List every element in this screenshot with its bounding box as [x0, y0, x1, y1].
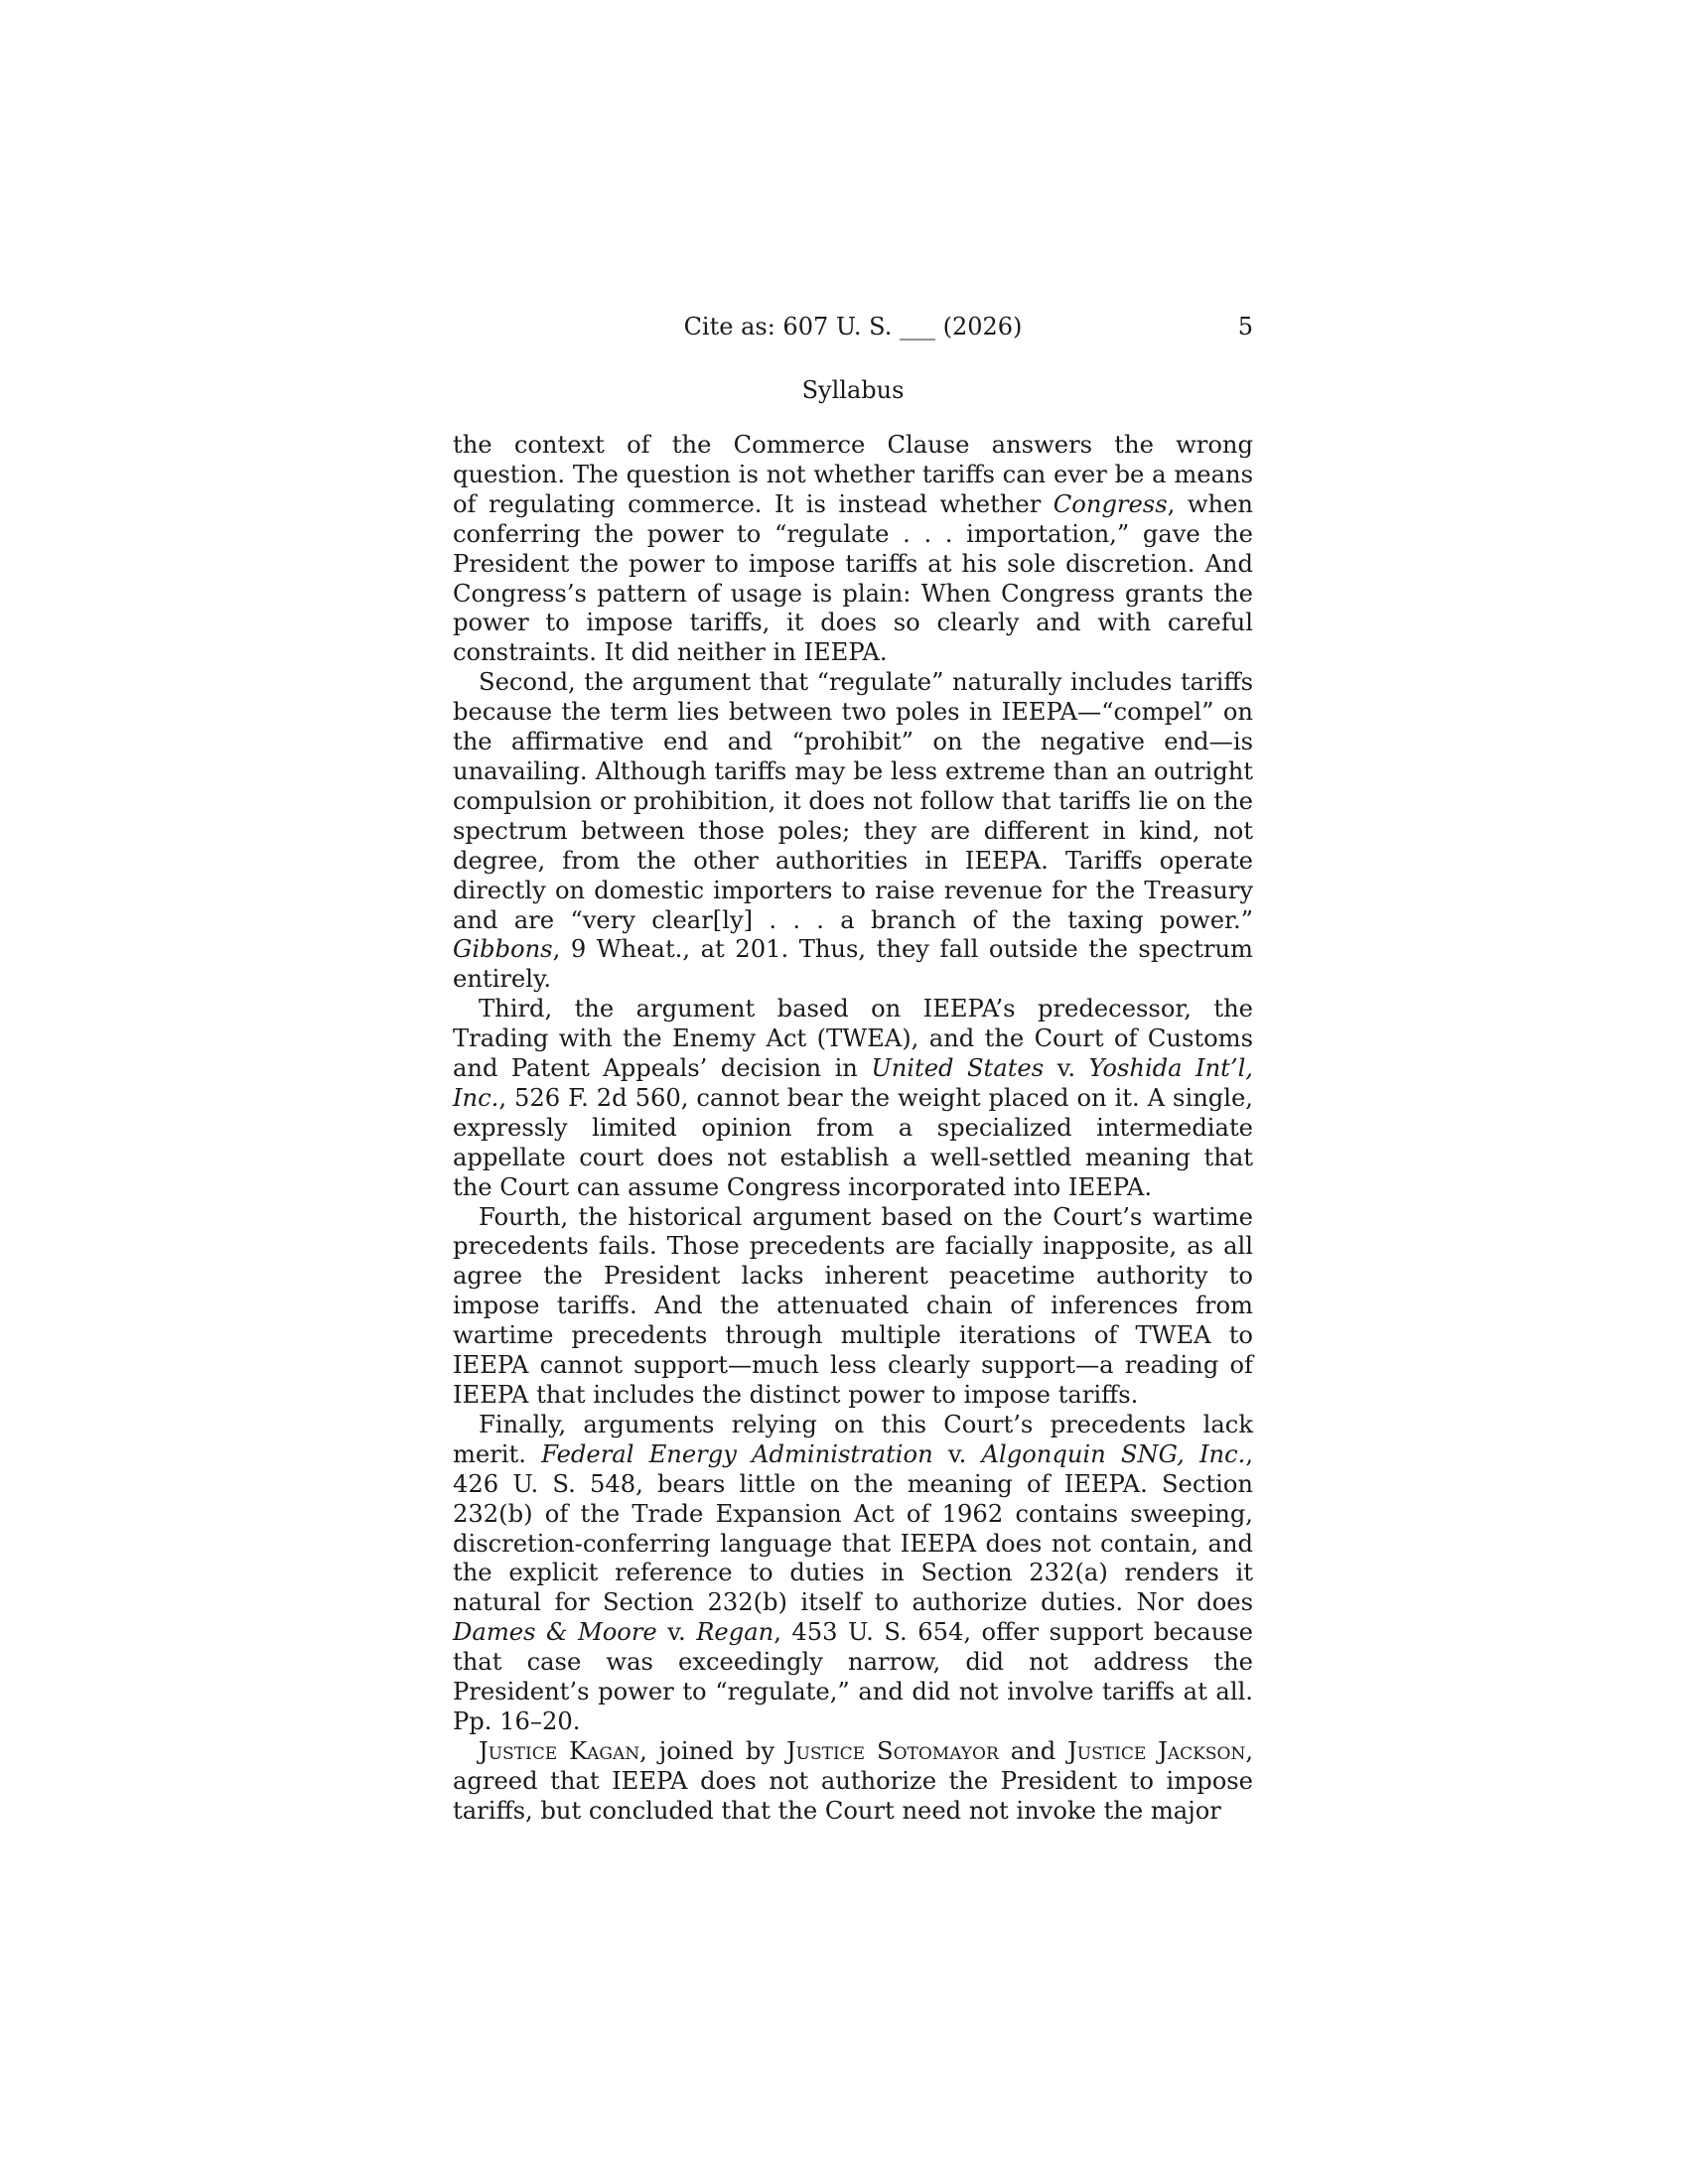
italic-citation: Congress	[1053, 489, 1168, 518]
text-run: , when conferring the power to “regulate . . . importation,” gave the President the power to impose tariffs at his sole discretion. And Congress’s pattern of usage is plain: When Congress grants the power to impose tariffs, it does so clearly and with careful constraints. It did neither in IEEPA.	[453, 489, 1253, 667]
italic-citation: Regan	[696, 1618, 774, 1647]
document-body	[453, 431, 1253, 1827]
italic-citation: Yoshida Int’l, Inc.	[453, 1054, 1253, 1112]
text-run: Fourth, the historical argument based on the Court’s wartime precedents fails. Those precedents are facially inapposite, as all agree the President lacks inherent peacetime authority to impose tariffs. And the attenuated chain of inferences from wartime precedents through multiple iterations of TWEA to IEEPA cannot support—much less clearly support—a reading of IEEPA that includes the distinct power to impose tariffs.	[453, 1202, 1253, 1409]
section-label: Syllabus	[801, 376, 905, 404]
italic-citation: Algonquin SNG, Inc.	[981, 1439, 1246, 1468]
italic-citation: Gibbons	[453, 935, 553, 964]
text-run: , joined by	[639, 1736, 786, 1765]
text-run: , 526 F. 2d 560, cannot bear the weight placed on it. A single, expressly limited opinion from a specialized intermediate appellate court does not establish a well-settled meaning that the Court can assume Congress incorporated into IEEPA.	[453, 1083, 1253, 1201]
text-run: Finally, arguments relying on this Court’s precedents lack merit.	[453, 1410, 1253, 1468]
italic-citation: Dames & Moore	[453, 1618, 657, 1647]
justice-name: Justice Sotomayor	[785, 1736, 999, 1765]
text-run: , agreed that IEEPA does not authorize the President to impose tariffs, but concluded that the Court need not invoke the major	[453, 1736, 1254, 1825]
page-header	[453, 310, 1253, 407]
italic-citation: Federal Energy Administration	[541, 1439, 933, 1468]
body-paragraph	[453, 1203, 1253, 1411]
body-paragraph	[453, 995, 1253, 1202]
text-run: v.	[1044, 1054, 1089, 1083]
text-run: , 9 Wheat., at 201. Thus, they fall outside the spectrum entirely.	[453, 935, 1253, 994]
text-run: v.	[932, 1439, 982, 1468]
text-run: the context of the Commerce Clause answers the wrong question. The question is not whether tariffs can ever be a means of regulating commerce. It is instead whether	[453, 431, 1253, 518]
text-run: v.	[656, 1618, 697, 1647]
body-paragraph	[453, 668, 1253, 995]
text-run: and	[998, 1736, 1068, 1765]
italic-citation: United States	[871, 1054, 1045, 1083]
text-run: Second, the argument that “regulate” naturally includes tariffs because the term lies between two poles in IEEPA—“compel” on the affirmative end and “prohibit” on the negative end—is unavailing. Although tariffs may be less extreme than an outright compulsion or prohibition, it does not follow that tariffs lie on the spectrum between those poles; they are different in kind, not degree, from the other authorities in IEEPA. Tariffs operate directly on domestic importers to raise revenue for the Treasury and are “very clear[ly] . . . a branch of the taxing power.”	[453, 668, 1253, 934]
page-number: 5	[1237, 313, 1253, 341]
text-run: , 453 U. S. 654, offer support because that case was exceedingly narrow, did not address the President’s power to “regulate,” and did not involve tariffs at all. Pp. 16–20.	[453, 1618, 1254, 1735]
citation-line: Cite as: 607 U. S. ___ (2026)	[683, 313, 1023, 341]
justice-name: Justice Kagan	[479, 1736, 640, 1765]
justice-name: Justice Jackson	[1067, 1736, 1246, 1765]
text-run: , 426 U. S. 548, bears little on the meaning of IEEPA. Section 232(b) of the Trade Expansion Act of 1962 contains sweeping, discretion-conferring language that IEEPA does not contain, and the explicit reference to duties in Section 232(a) renders it natural for Section 232(b) itself to authorize duties. Nor does	[453, 1439, 1254, 1617]
text-run: Third, the argument based on IEEPA’s predecessor, the Trading with the Enemy Act (TWEA), and the Court of Customs and Patent Appeals’ decision in	[453, 995, 1253, 1083]
body-paragraph	[453, 1411, 1253, 1737]
body-paragraph	[453, 1737, 1253, 1827]
body-paragraph	[453, 431, 1253, 668]
